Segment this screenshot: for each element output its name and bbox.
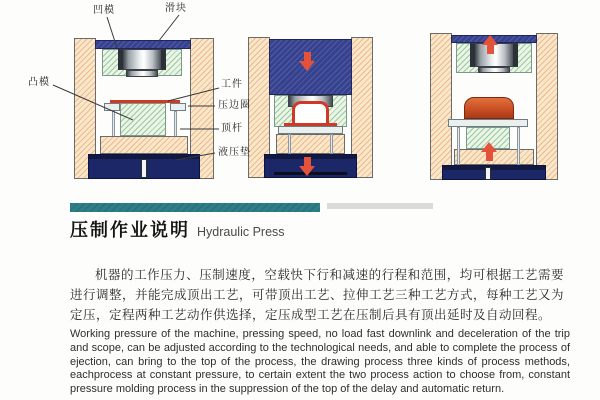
label-ejector-rod: 顶杆	[221, 123, 243, 134]
label-punch: 凸模	[28, 77, 50, 88]
section-heading	[70, 216, 285, 242]
gray-divider-bar	[327, 203, 433, 209]
teal-divider-bar	[70, 203, 320, 212]
label-blank-holder-ring: 压边圈	[218, 100, 251, 111]
description-paragraph-english: Working pressure of the machine, pressing speed, no load fast downlink and deceleration of the trip and scope, can be adjusted according to the technological needs, and able to complete the process of ejection, can bring to the top of the process, the drawing process three kinds of process methods, eachprocess at constant pressure, to certain extent the two process action to choose from, constant pressure molding process in the suppression of the top of the delay and automatic return.	[70, 328, 570, 395]
heading-chinese: 压制作业说明	[70, 220, 190, 240]
description-paragraph-chinese: 机器的工作压力、压制速度，空载快下行和减速的行程和范围，均可根据工艺需要进行调整，并能完成顶出工艺，可带顶出工艺、拉伸工艺三种工艺方式，每种工艺又为定压，定程两种工艺动作供选择，定压成型工艺在压制后具有顶出延时及自动回程。	[70, 267, 565, 322]
label-hydraulic-cushion: 液压垫	[218, 147, 251, 158]
label-concave-die: 凹模	[93, 5, 115, 16]
label-workpiece: 工件	[221, 79, 243, 90]
heading-english: Hydraulic Press	[197, 225, 285, 239]
label-slide-block: 滑块	[165, 3, 187, 14]
